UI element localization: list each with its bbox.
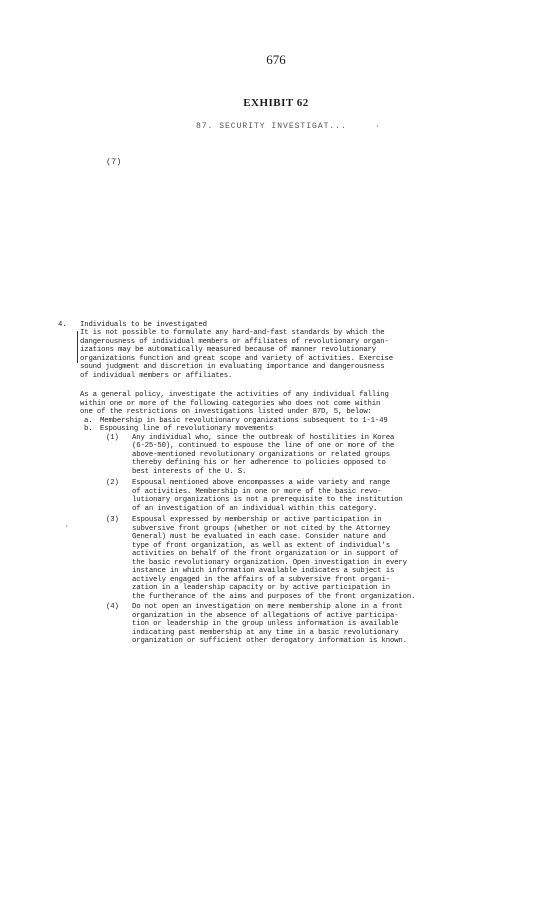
subitem-label: (2) (106, 479, 119, 487)
text-line: Espousal expressed by membership or active participation in (132, 516, 382, 524)
subitem-label: (1) (106, 433, 119, 442)
text-line: lutionary organizations is not a prerequisite to the institution (132, 496, 403, 504)
text-line: organization in the absence of allegations of active participa- (132, 611, 399, 620)
text-line: indicating past membership at any time in a basic revolutionary (132, 628, 399, 637)
text-line: Espousal mentioned above encompasses a wide variety and range (132, 479, 390, 487)
subitem-label: (3) (106, 516, 119, 524)
text-line: thereby defining his or her adherence to policies opposed to (132, 459, 386, 467)
page-number: 676 (266, 52, 286, 67)
text-line: actively engaged in the affairs of a subversive front organi- (132, 575, 390, 584)
text-line: General) must be evaluated in each case. Consider nature and (132, 533, 386, 541)
item-a-text: Membership in basic revolutionary organizations subsequent to 1-1-49 (100, 416, 388, 425)
margin-bracket (77, 331, 78, 363)
section-title: Individuals to be investigated (80, 321, 207, 329)
subitem-label: (4) (106, 603, 119, 611)
text-line: type of front organization, as well as extent of individual's (132, 541, 390, 550)
exhibit-title: EXHIBIT 62 (243, 97, 309, 109)
text-line: the furtherance of the aims and purposes of the front organization. (132, 592, 416, 601)
text-line: organizations function and great scope and variety of activities. Exercise (80, 354, 393, 363)
text-line: It is not possible to formulate any hard-and-fast standards by which the (80, 329, 385, 337)
text-line: of individual members or affiliates. (80, 371, 233, 380)
section-heading: 87. SECURITY INVESTIGAT... (196, 122, 347, 131)
scan-speck: · (64, 522, 69, 531)
text-line: sound judgment and discretion in evaluating importance and dangerousness (80, 363, 385, 371)
text-line: of activities. Membership in one or more of the basic revo- (132, 487, 382, 496)
paragraph-marker: (7) (106, 157, 122, 167)
item-b-label: b. (84, 425, 93, 433)
text-line: As a general policy, investigate the activities of any individual falling (80, 391, 389, 399)
text-line: dangerousness of individual members or affiliates of revolutionary organ- (80, 337, 389, 346)
text-line: within one or more of the following categories who does not come within (80, 399, 381, 408)
text-line: Do not open an investigation on mere membership alone in a front (132, 603, 403, 611)
text-line: one of the restrictions on investigations listed under 87D, 5, below: (80, 408, 372, 416)
text-line: subversive front groups (whether or not cited by the Attorney (132, 524, 390, 533)
text-line: above-mentioned revolutionary organizations or related groups (132, 450, 390, 459)
text-line: (6-25-50), continued to espouse the line of one or more of the (132, 442, 395, 450)
text-line: Any individual who, since the outbreak of hostilities in Korea (132, 433, 395, 442)
scan-speck: · (375, 122, 380, 131)
text-line: tion or leadership in the group unless information is available (132, 620, 399, 628)
text-line: izations may be automatically measured because of manner revolutionary (80, 346, 377, 354)
text-line: organization or sufficient other derogatory information is known. (132, 637, 407, 645)
text-line: the basic revolutionary organization. Open investigation in every (132, 558, 407, 567)
text-line: instance in which information available indicates a subject is (132, 567, 395, 575)
text-line: zation in a leadership capacity or by active participation in (132, 584, 390, 592)
item-b-text: Espousing line of revolutionary movements (100, 425, 274, 433)
item-a-label: a. (84, 416, 93, 425)
section-number: 4. (58, 321, 67, 329)
text-line: of an investigation of an individual within this category. (132, 504, 378, 513)
text-line: activities on behalf of the front organization or in support of (132, 550, 399, 558)
text-line: best interests of the U. S. (132, 467, 247, 476)
